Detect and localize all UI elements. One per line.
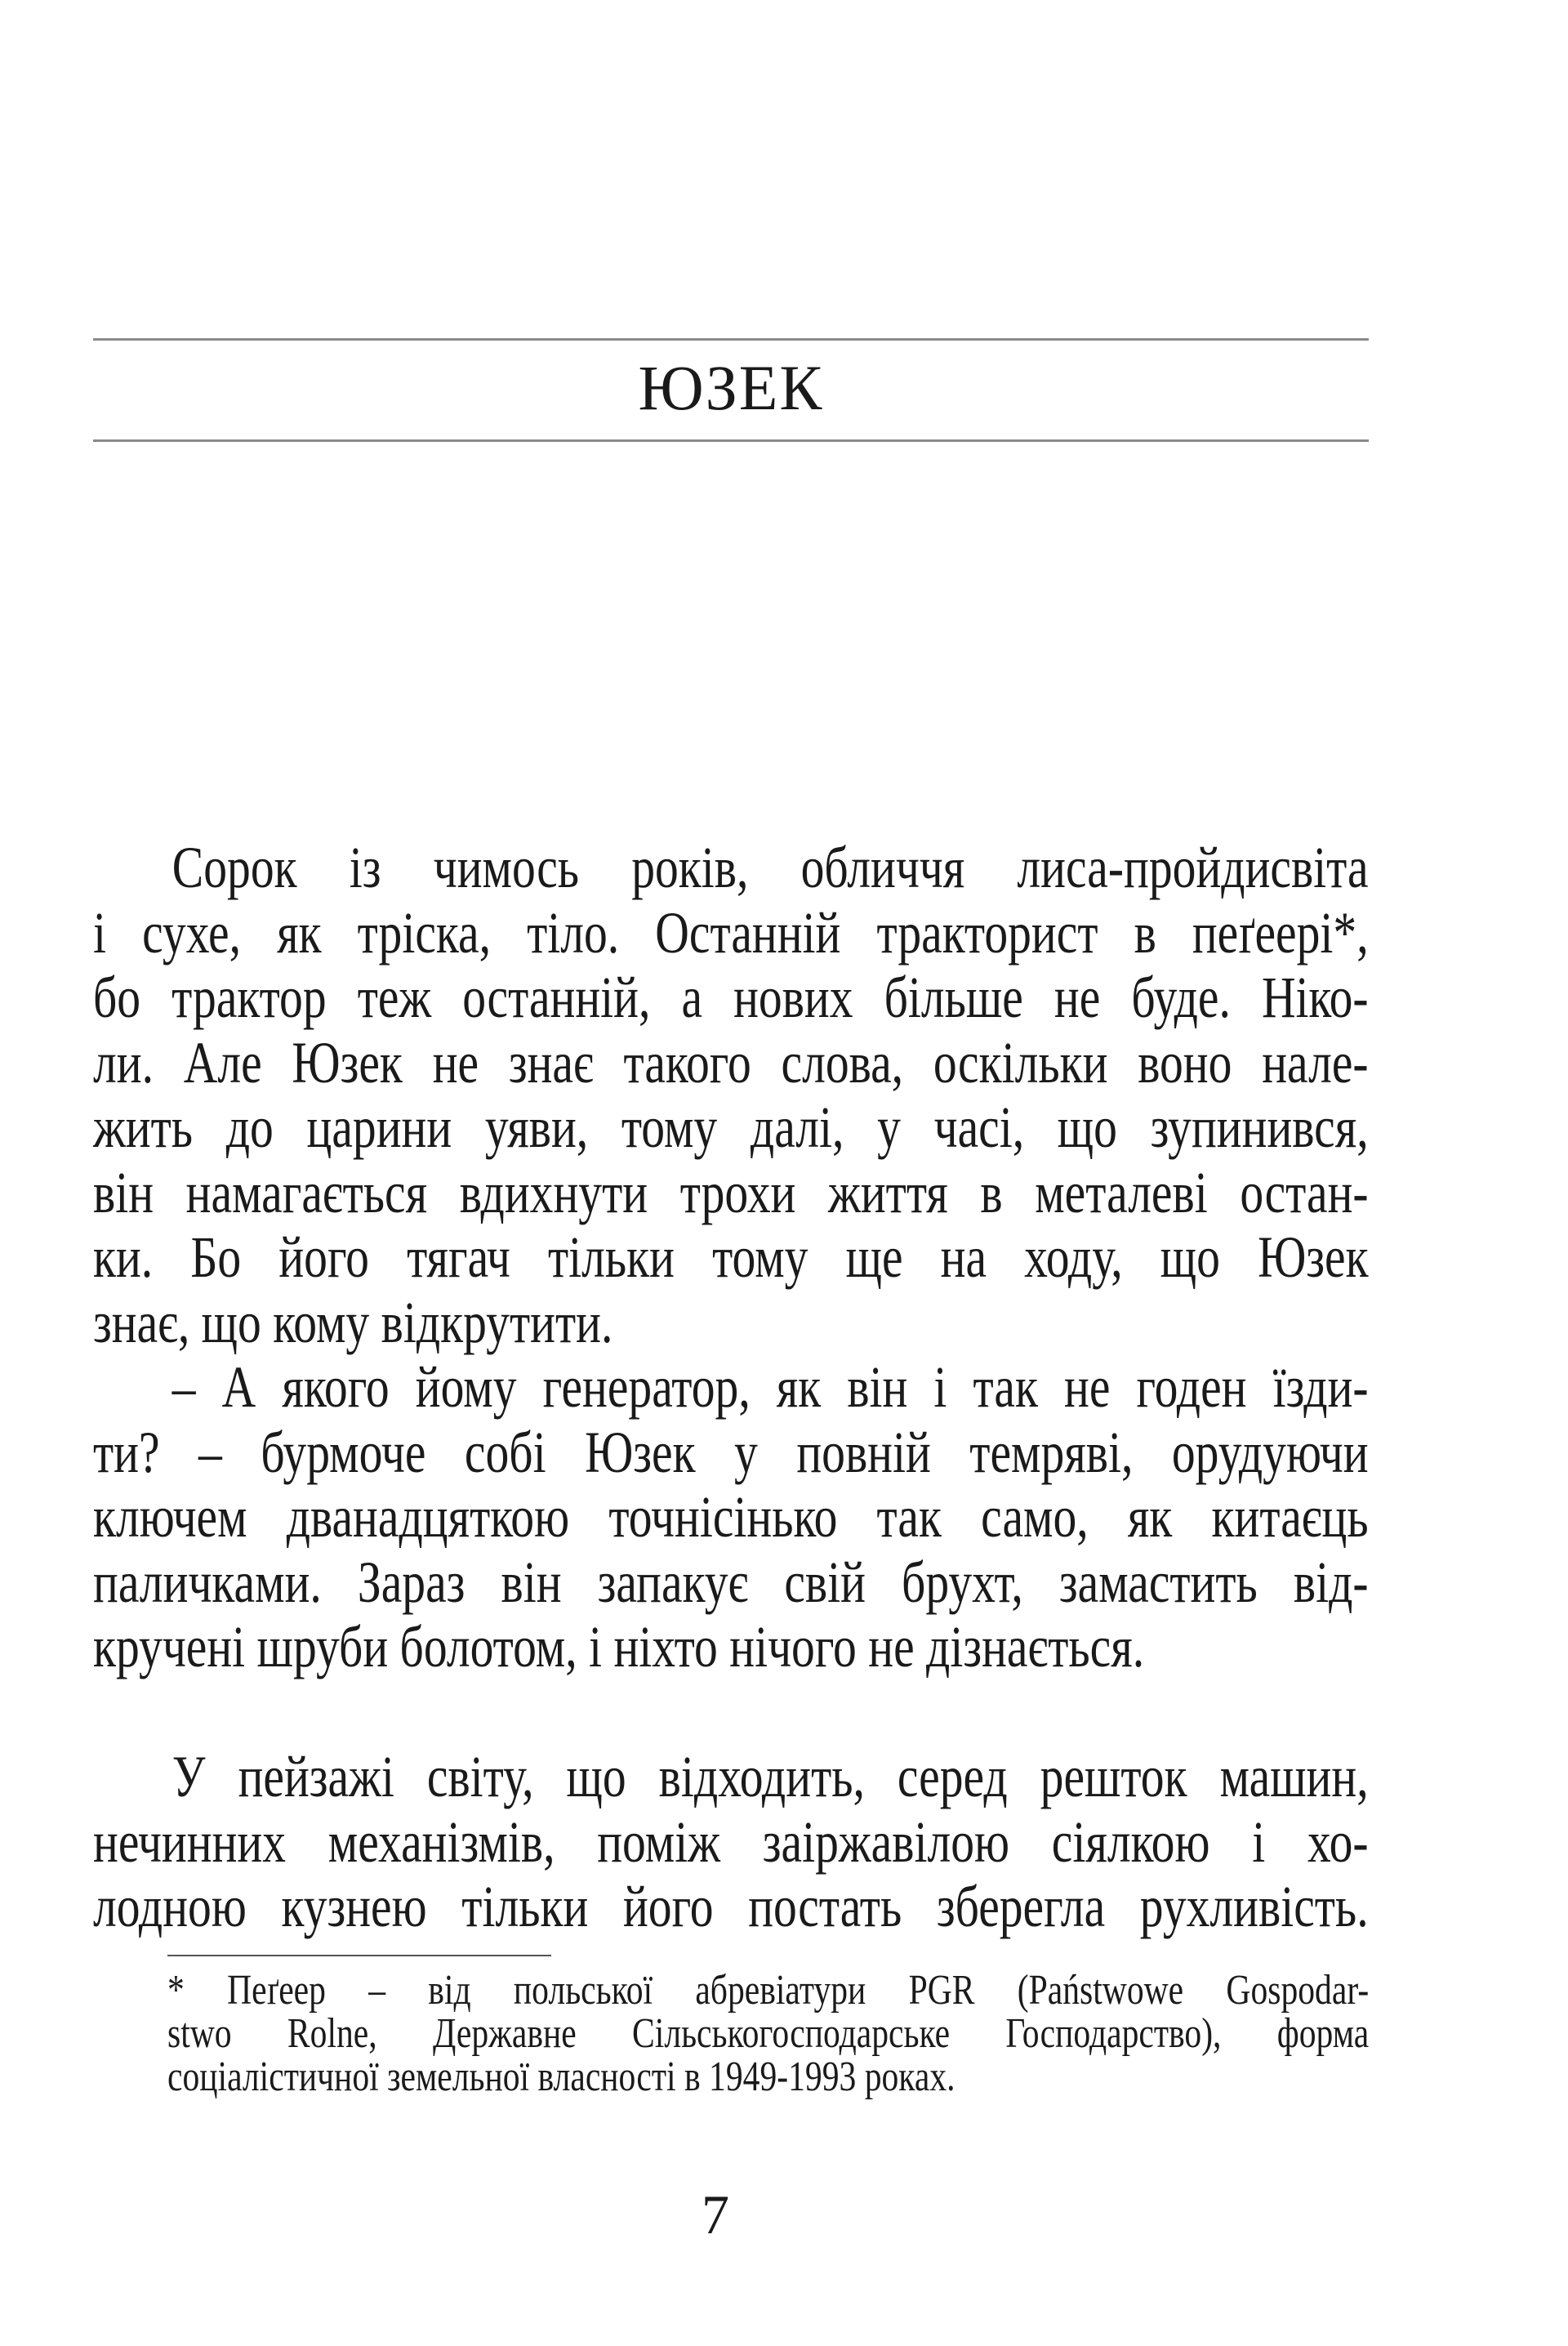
text-line: він намагається вдихнути трохи життя в металеві остан- (93, 1159, 1369, 1225)
text-line: ли. Але Юзек не знає такого слова, оскільки воно нале- (93, 1029, 1369, 1095)
text-line: бо трактор теж останній, а нових більше не буде. Ніко- (93, 965, 1369, 1030)
footnote-line: * Пеґеер – від польської абревіатури PGR (Państwowe Gospodar- (167, 1967, 1370, 2014)
text-line: знає, що кому відкрутити. (93, 1289, 613, 1355)
text-line: і сухе, як тріска, тіло. Останній тракторист в пеґеері*, (93, 899, 1369, 966)
text-line: – А якого йому генератор, як він і так не годен їзди- (172, 1354, 1369, 1420)
text-line: ключем дванадцяткою точнісінько так само, як китаєць (93, 1484, 1369, 1550)
footnote-rule (167, 1955, 551, 1956)
chapter-title: ЮЗЕК (638, 352, 824, 423)
title-rule-bottom (93, 439, 1369, 442)
body-text (93, 836, 1369, 1940)
text-line: жить до царини уяви, тому далі, у часі, що зупинився, (93, 1095, 1369, 1160)
footnote-line: stwo Rolne, Державне Сільськогосподарське Господарство), форма (167, 2010, 1370, 2057)
text-line: Сорок із чимось років, обличчя лиса-пройдисвіта (172, 835, 1369, 900)
paragraph-gap (93, 1680, 1369, 1746)
text-line: ти? – бурмоче собі Юзек у повній темряві, орудуючи (93, 1419, 1369, 1485)
text-line: ки. Бо його тягач тільки тому ще на ходу, що Юзек (93, 1224, 1369, 1290)
text-line: паличками. Зараз він запакує свій брухт, замастить від- (93, 1549, 1369, 1615)
footnote-line: соціалістичної земельної власності в 1949-1993 роках. (167, 2054, 956, 2100)
text-line: нечинних механізмів, поміж заіржавілою сіялкою і хо- (93, 1809, 1369, 1875)
text-line: У пейзажі світу, що відходить, серед решток машин, (172, 1744, 1369, 1809)
footnote (167, 1969, 1369, 2098)
text-line: лодною кузнею тільки його постать зберегла рухливість. (93, 1874, 1369, 1939)
title-rule-top (93, 338, 1369, 341)
page-number: 7 (702, 2183, 729, 2246)
text-line: кручені шруби болотом, і ніхто нічого не дізнається. (93, 1614, 1145, 1679)
